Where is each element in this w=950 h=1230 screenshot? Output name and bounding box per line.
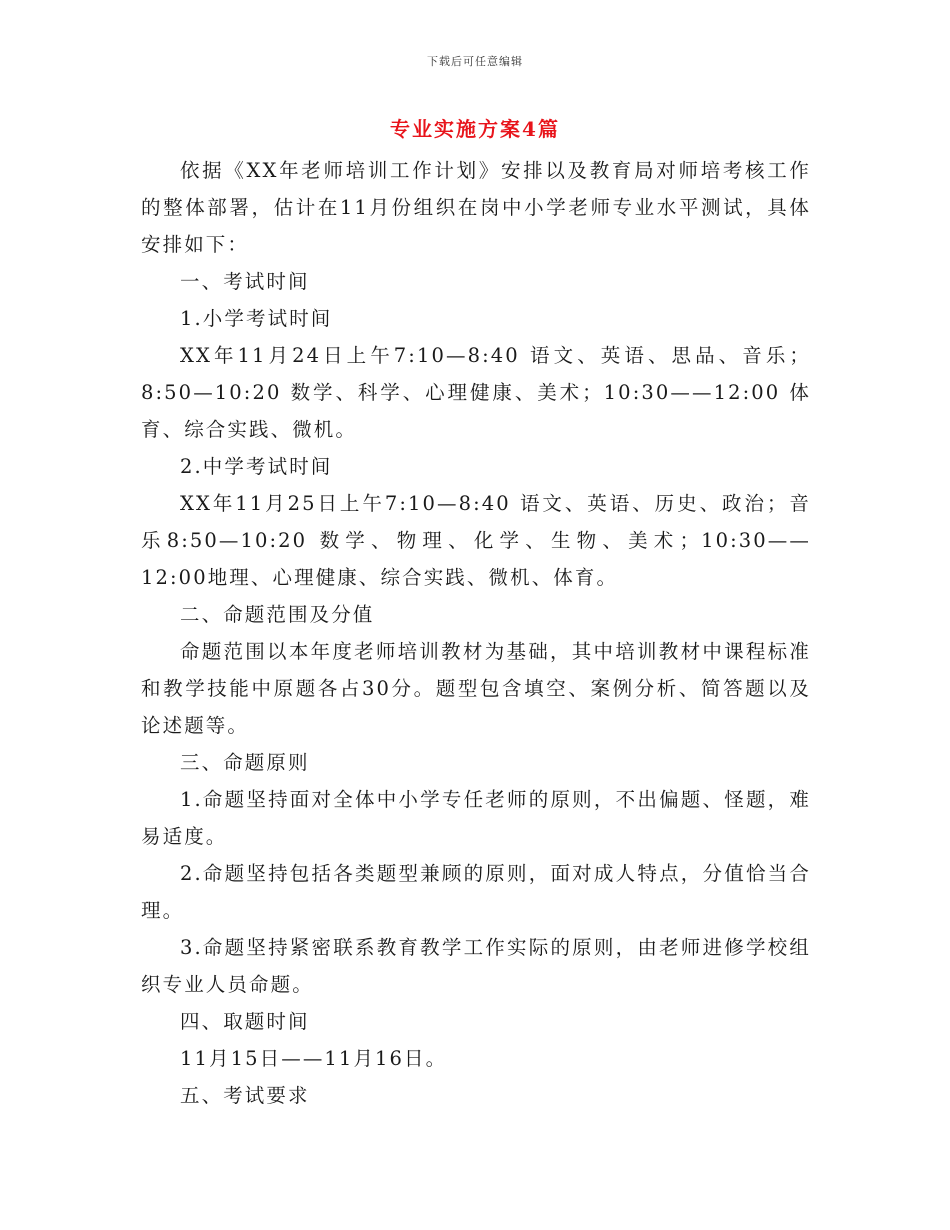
section-heading-scope: 二、命题范围及分值 (180, 603, 375, 626)
section-heading-exam-time: 一、考试时间 (180, 270, 310, 293)
document-title: 专业实施方案4篇 (390, 117, 560, 141)
middle-exam-schedule: XX年11月25日上午7:10—8:40 语文、英语、历史、政治；音乐8:50—10:20 数学、物理、化学、生物、美术；10:30——12:00地理、心理健康、综合实践、微机、体育。 (141, 492, 811, 589)
principle-item-1: 1.命题坚持面对全体中小学专任老师的原则，不出偏题、怪题，难易适度。 (141, 788, 811, 848)
subheading-middle-exam-time: 2.中学考试时间 (180, 455, 333, 478)
primary-exam-schedule: XX年11月24日上午7:10—8:40 语文、英语、思品、音乐；8:50—10:20 数学、科学、心理健康、美术；10:30——12:00 体育、综合实践、微机。 (141, 344, 811, 441)
section-heading-requirements: 五、考试要求 (180, 1084, 310, 1107)
principle-item-3: 3.命题坚持紧密联系教育教学工作实际的原则，由老师进修学校组织专业人员命题。 (141, 936, 811, 996)
intro-paragraph: 依据《XX年老师培训工作计划》安排以及教育局对师培考核工作的整体部署，估计在11月份组织在岗中小学老师专业水平测试，具体安排如下： (141, 159, 811, 256)
section-heading-retrieval-time: 四、取题时间 (180, 1010, 310, 1033)
retrieval-time-paragraph: 11月15日——11月16日。 (180, 1047, 448, 1070)
page-header-note: 下载后可任意编辑 (427, 55, 523, 68)
scope-paragraph: 命题范围以本年度老师培训教材为基础，其中培训教材中课程标准和教学技能中原题各占30分。题型包含填空、案例分析、简答题以及论述题等。 (141, 640, 811, 737)
section-heading-principles: 三、命题原则 (180, 751, 310, 774)
principle-item-2: 2.命题坚持包括各类题型兼顾的原则，面对成人特点，分值恰当合理。 (141, 862, 811, 922)
document-body (141, 152, 811, 1114)
subheading-primary-exam-time: 1.小学考试时间 (180, 307, 333, 330)
